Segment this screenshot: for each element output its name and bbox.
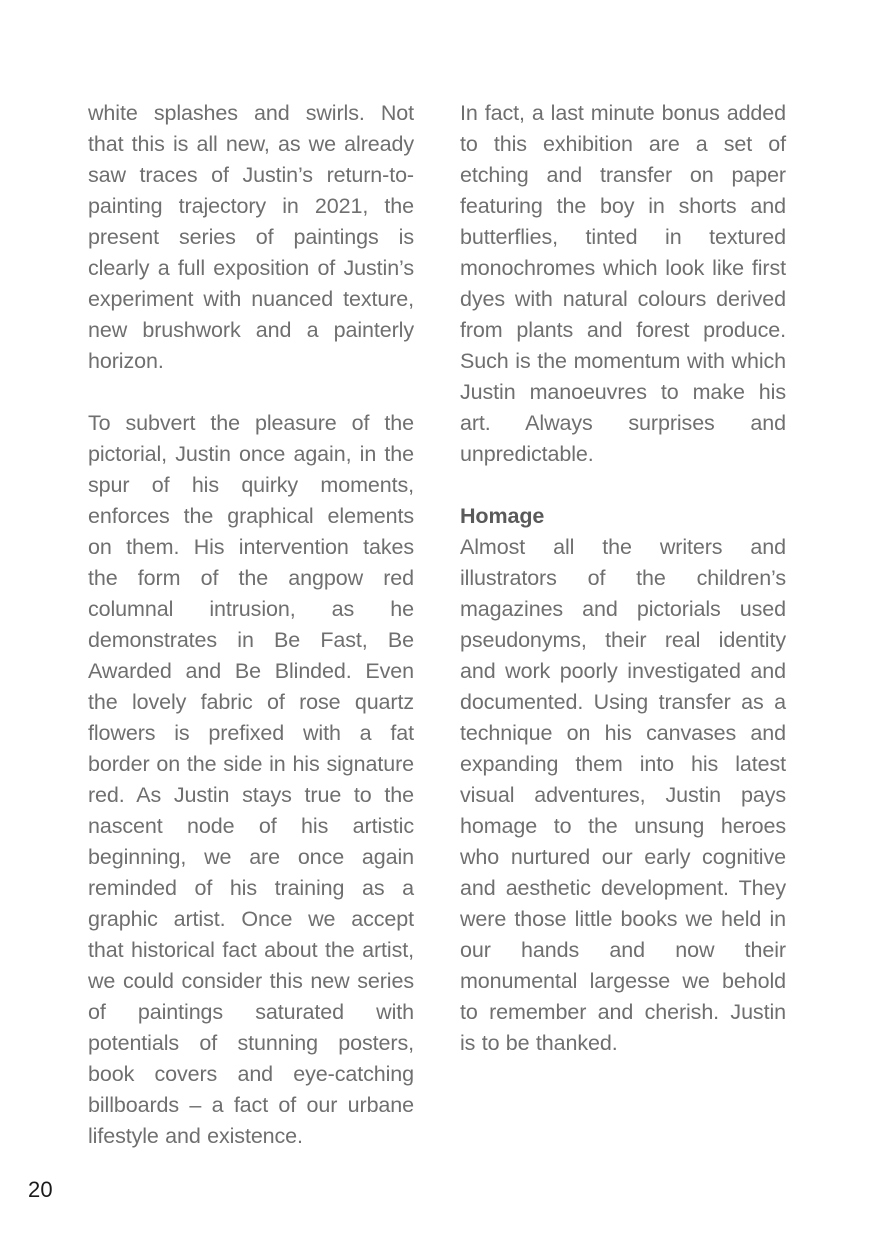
left-column: [88, 98, 414, 1183]
paragraph: To subvert the pleasure of the pictorial, Justin once again, in the spur of his quirky moments, enforces the graphical elements on them. His intervention takes the form of the angpow red columnal intrusion, as he demonstrates in Be Fast, Be Awarded and Be Blinded. Even the lovely fabric of rose quartz flowers is prefixed with a fat border on the side in his signature red. As Justin stays true to the nascent node of his artistic beginning, we are once again reminded of his training as a graphic artist. Once we accept that historical fact about the artist, we could consider this new series of paintings saturated with potentials of stunning posters, book covers and eye-catching billboards – a fact of our urbane lifestyle and existence.: [88, 411, 414, 1148]
text-columns: [88, 98, 786, 1183]
paragraph: In fact, a last minute bonus added to this exhibition are a set of etching and transfer on paper featuring the boy in shorts and butterflies, tinted in textured monochromes which look like first dyes with natural colours derived from plants and forest produce. Such is the momentum with which Justin manoeuvres to make his art. Always surprises and unpredictable.: [460, 101, 786, 466]
paragraph: white splashes and swirls. Not that this is all new, as we already saw traces of Justin’s return-to-painting trajectory in 2021, the present series of paintings is clearly a full exposition of Justin’s experiment with nuanced texture, new brushwork and a painterly horizon.: [88, 101, 414, 373]
paragraph: Almost all the writers and illustrators of the children’s magazines and pictorials used pseudonyms, their real identity and work poorly investigated and documented. Using transfer as a technique on his canvases and expanding them into his latest visual adventures, Justin pays homage to the unsung heroes who nurtured our early cognitive and aesthetic development. They were those little books we held in our hands and now their monumental largesse we behold to remember and cherish. Justin is to be thanked.: [460, 535, 786, 1055]
section-heading-homage: Homage: [460, 504, 545, 528]
page-number: 20: [28, 1177, 53, 1202]
right-column: [460, 98, 786, 1183]
